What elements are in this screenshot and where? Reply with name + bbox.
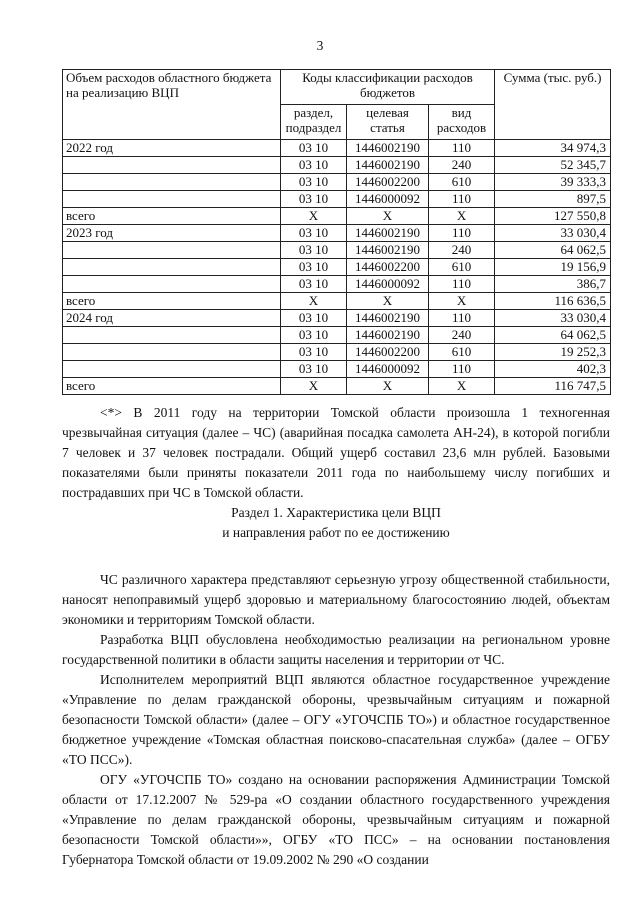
target-article-code: 1446002190	[347, 225, 429, 242]
empty-cell	[63, 344, 281, 361]
table-row	[63, 242, 611, 259]
total-row	[63, 378, 611, 395]
page-number: 3	[316, 38, 324, 53]
empty-cell	[63, 276, 281, 293]
section-code: 03 10	[281, 191, 347, 208]
expense-type-code: 110	[429, 140, 495, 157]
total-label: всего	[63, 378, 281, 395]
table-row	[63, 191, 611, 208]
table-row	[63, 344, 611, 361]
total-type-x: Х	[429, 378, 495, 395]
table-row	[63, 140, 611, 157]
table-row	[63, 327, 611, 344]
total-article-x: Х	[347, 293, 429, 310]
paragraph: Разработка ВЦП обусловлена необходимостью реализации на региональном уровне государственной политики в области защиты населения и территории от ЧС.	[62, 632, 610, 667]
header-target-article: целевая статья	[347, 105, 429, 140]
total-sum: 116 747,5	[495, 378, 611, 395]
empty-cell	[63, 191, 281, 208]
target-article-code: 1446002190	[347, 310, 429, 327]
section-code: 03 10	[281, 361, 347, 378]
target-article-code: 1446002200	[347, 259, 429, 276]
sum-value: 33 030,4	[495, 225, 611, 242]
section-code: 03 10	[281, 242, 347, 259]
sum-value: 402,3	[495, 361, 611, 378]
expense-type-code: 610	[429, 174, 495, 191]
expense-type-code: 110	[429, 310, 495, 327]
total-type-x: Х	[429, 293, 495, 310]
table-row	[63, 276, 611, 293]
empty-cell	[63, 157, 281, 174]
expense-type-code: 240	[429, 327, 495, 344]
footnote	[62, 403, 610, 503]
expense-type-code: 110	[429, 361, 495, 378]
section-code: 03 10	[281, 140, 347, 157]
table-row	[63, 310, 611, 327]
budget-table	[62, 69, 611, 395]
expense-type-code: 610	[429, 259, 495, 276]
empty-cell	[63, 174, 281, 191]
total-sum: 127 550,8	[495, 208, 611, 225]
target-article-code: 1446000092	[347, 276, 429, 293]
table-row	[63, 157, 611, 174]
header-classification-codes: Коды классификации расходов бюджетов	[281, 70, 495, 105]
total-label: всего	[63, 208, 281, 225]
section-title	[62, 503, 610, 543]
total-sum: 116 636,5	[495, 293, 611, 310]
target-article-code: 1446002200	[347, 174, 429, 191]
empty-cell	[63, 259, 281, 276]
section-code: 03 10	[281, 327, 347, 344]
target-article-code: 1446000092	[347, 191, 429, 208]
sum-value: 19 252,3	[495, 344, 611, 361]
footnote-text: <*> В 2011 году на территории Томской области произошла 1 техногенная чрезвычайная ситуация (далее – ЧС) (аварийная посадка самолета АН-24), в которой погибли 7 человек и 37 человек пострадали. Общий ущерб составил 23,6 млн рублей. Базовыми показателями были приняты показатели 2011 года по наибольшему числу погибших и пострадавших при ЧС в Томской области.	[62, 405, 610, 500]
expense-type-code: 110	[429, 276, 495, 293]
expense-type-code: 240	[429, 157, 495, 174]
empty-cell	[63, 242, 281, 259]
section-code: 03 10	[281, 344, 347, 361]
paragraph: Исполнителем мероприятий ВЦП являются областное государственное учреждение «Управление по делам гражданской обороны, чрезвычайным ситуациям и пожарной безопасности Томской области» (далее – ОГУ «УГОЧСПБ ТО») и областное государственное бюджетное учреждение «Томская областная поисково-спасательная служба» (далее – ОГБУ «ТО ПСС»).	[62, 672, 610, 767]
header-sum: Сумма (тыс. руб.)	[495, 70, 611, 140]
section-title-line2: и направления работ по ее достижению	[222, 525, 450, 540]
sum-value: 897,5	[495, 191, 611, 208]
empty-cell	[63, 361, 281, 378]
sum-value: 39 333,3	[495, 174, 611, 191]
target-article-code: 1446002190	[347, 327, 429, 344]
total-row	[63, 208, 611, 225]
total-type-x: Х	[429, 208, 495, 225]
sum-value: 64 062,5	[495, 327, 611, 344]
header-budget-volume: Объем расходов областного бюджета на реализацию ВЦП	[63, 70, 281, 140]
sum-value: 64 062,5	[495, 242, 611, 259]
expense-type-code: 110	[429, 225, 495, 242]
sum-value: 33 030,4	[495, 310, 611, 327]
target-article-code: 1446002190	[347, 140, 429, 157]
section-title-line1: Раздел 1. Характеристика цели ВЦП	[231, 505, 441, 520]
section-code: 03 10	[281, 310, 347, 327]
section-code: 03 10	[281, 174, 347, 191]
total-section-x: Х	[281, 293, 347, 310]
expense-type-code: 610	[429, 344, 495, 361]
total-row	[63, 293, 611, 310]
body-text	[62, 570, 610, 870]
target-article-code: 1446002190	[347, 157, 429, 174]
paragraph: ОГУ «УГОЧСПБ ТО» создано на основании распоряжения Администрации Томской области от 17.12.2007 № 529-ра «О создании областного государственного учреждения «Управление по делам гражданской обороны, чрезвычайным ситуациям и пожарной безопасности Томской области»», ОГБУ «ТО ПСС» – на основании постановления Губернатора Томской области от 19.09.2002 № 290 «О создании	[62, 772, 610, 867]
target-article-code: 1446002200	[347, 344, 429, 361]
total-article-x: Х	[347, 378, 429, 395]
table-row	[63, 225, 611, 242]
sum-value: 52 345,7	[495, 157, 611, 174]
section-code: 03 10	[281, 225, 347, 242]
target-article-code: 1446002190	[347, 242, 429, 259]
header-section: раздел, подраздел	[281, 105, 347, 140]
section-code: 03 10	[281, 276, 347, 293]
target-article-code: 1446000092	[347, 361, 429, 378]
expense-type-code: 110	[429, 191, 495, 208]
paragraph: ЧС различного характера представляют серьезную угрозу общественной стабильности, наносят непоправимый ущерб здоровью и материальному благосостоянию людей, объектам экономики и территориям Томской области.	[62, 572, 610, 627]
table-row	[63, 361, 611, 378]
table-row	[63, 259, 611, 276]
year-label: 2023 год	[63, 225, 281, 242]
sum-value: 386,7	[495, 276, 611, 293]
total-section-x: Х	[281, 208, 347, 225]
section-code: 03 10	[281, 157, 347, 174]
total-label: всего	[63, 293, 281, 310]
sum-value: 34 974,3	[495, 140, 611, 157]
year-label: 2022 год	[63, 140, 281, 157]
year-label: 2024 год	[63, 310, 281, 327]
header-expense-type: вид расходов	[429, 105, 495, 140]
total-section-x: Х	[281, 378, 347, 395]
section-code: 03 10	[281, 259, 347, 276]
sum-value: 19 156,9	[495, 259, 611, 276]
empty-cell	[63, 327, 281, 344]
table-row	[63, 174, 611, 191]
expense-type-code: 240	[429, 242, 495, 259]
total-article-x: Х	[347, 208, 429, 225]
